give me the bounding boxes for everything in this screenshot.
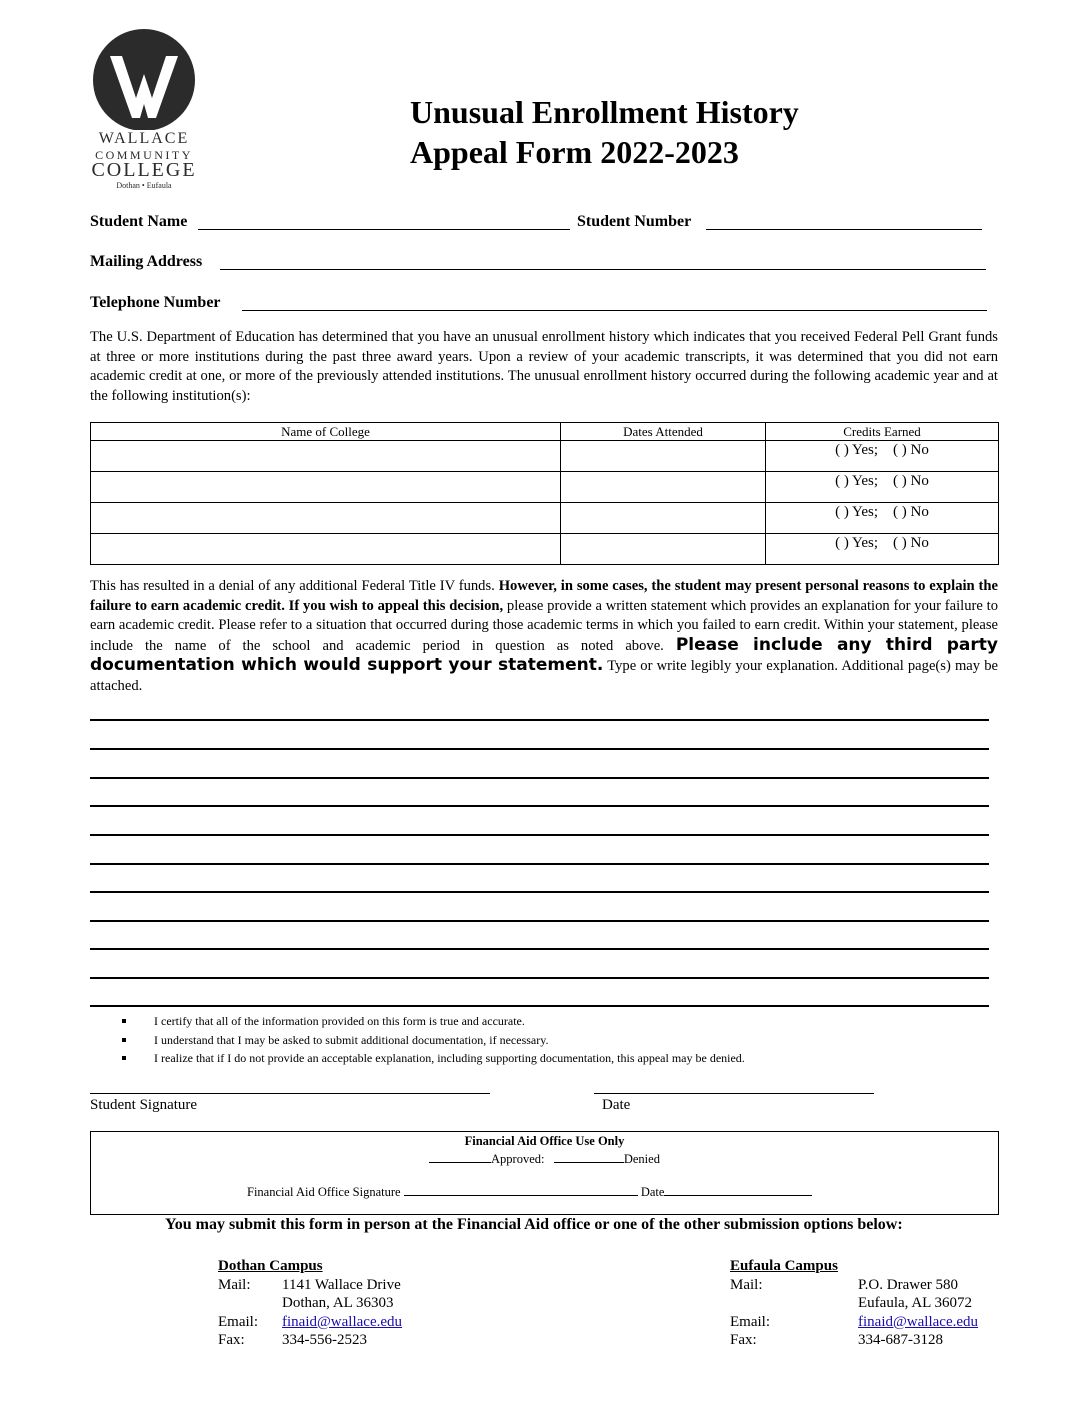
college-logo	[80, 26, 208, 190]
college-name-cell[interactable]	[91, 441, 561, 472]
explanation-line[interactable]	[90, 719, 989, 721]
student-name-field[interactable]	[198, 229, 570, 230]
certification-list	[120, 1012, 745, 1068]
eufaula-mail-line-2: Eufaula, AL 36072	[858, 1295, 973, 1311]
eufaula-email-link[interactable]: finaid@wallace.edu	[858, 1313, 979, 1330]
certification-item: I realize that if I do not provide an acceptable explanation, including supporting documentation, this appeal may be denied.	[120, 1049, 745, 1068]
college-name-cell[interactable]	[91, 472, 561, 503]
explanation-line[interactable]	[90, 948, 989, 950]
credits-earned-cell[interactable]	[766, 472, 999, 503]
table-row	[91, 534, 999, 565]
header-dates-attended: Dates Attended	[561, 423, 766, 441]
appeal-paragraph	[90, 577, 998, 696]
credits-earned-cell[interactable]	[766, 503, 999, 534]
dates-attended-cell[interactable]	[561, 534, 766, 565]
intro-paragraph: The U.S. Department of Education has determined that you have an unusual enrollment history which indicates that you received Federal Pell Grant funds at three or more institutions during the past three award years. Upon a review of your academic transcripts, it was determined that you did not earn academic credit at one, or more of the previously attended institutions. The unusual enrollment history occurred during the following academic year and at the following institution(s):	[90, 329, 998, 404]
no-option[interactable]: ( ) No	[893, 504, 929, 520]
dothan-heading: Dothan Campus	[218, 1258, 323, 1274]
denied-blank[interactable]	[554, 1150, 624, 1163]
signature-date-field[interactable]	[594, 1093, 874, 1094]
student-number-label: Student Number	[577, 213, 692, 230]
telephone-number-label: Telephone Number	[90, 294, 221, 311]
college-name-cell[interactable]	[91, 534, 561, 565]
title-line-1: Unusual Enrollment History	[410, 94, 799, 130]
explanation-line[interactable]	[90, 805, 989, 807]
appeal-text-2: However, in some cases, the student may present personal reasons to explain the failure to earn academic credit. If you wish to appeal this decision,	[90, 578, 998, 614]
dothan-email-link[interactable]: finaid@wallace.edu	[282, 1313, 403, 1330]
yes-option[interactable]: ( ) Yes;	[835, 442, 879, 458]
logo-line-2: COMMUNITY	[95, 148, 193, 162]
dothan-mail-line-2: Dothan, AL 36303	[282, 1295, 394, 1311]
explanation-line[interactable]	[90, 891, 989, 893]
mailing-address-field[interactable]	[220, 269, 986, 270]
dothan-mail-label: Mail:	[218, 1276, 251, 1293]
explanation-line[interactable]	[90, 977, 989, 979]
submit-note: You may submit this form in person at the Financial Aid office or one of the other submission options below:	[165, 1216, 903, 1233]
dothan-fax: 334-556-2523	[282, 1332, 367, 1348]
yes-option[interactable]: ( ) Yes;	[835, 504, 879, 520]
certification-item: I certify that all of the information provided on this form is true and accurate.	[120, 1012, 745, 1031]
approved-blank[interactable]	[429, 1150, 491, 1163]
eufaula-campus	[730, 1257, 1000, 1350]
header-credits-earned: Credits Earned	[766, 423, 999, 441]
dothan-fax-label: Fax:	[218, 1332, 245, 1348]
no-option[interactable]: ( ) No	[893, 535, 929, 551]
office-use-box	[90, 1131, 999, 1215]
telephone-number-field[interactable]	[242, 310, 987, 311]
approval-line	[91, 1150, 998, 1167]
signature-date-label: Date	[602, 1097, 631, 1113]
explanation-line[interactable]	[90, 863, 989, 865]
student-signature-label: Student Signature	[90, 1097, 198, 1113]
header-name-of-college: Name of College	[91, 423, 561, 441]
no-option[interactable]: ( ) No	[893, 442, 929, 458]
yes-option[interactable]: ( ) Yes;	[835, 535, 879, 551]
eufaula-fax-label: Fax:	[730, 1332, 757, 1348]
denied-label: Denied	[623, 1152, 660, 1166]
student-signature-field[interactable]	[90, 1093, 490, 1094]
no-option[interactable]: ( ) No	[893, 473, 929, 489]
logo-line-1: WALLACE	[98, 130, 190, 147]
credits-earned-cell[interactable]	[766, 534, 999, 565]
eufaula-heading: Eufaula Campus	[730, 1258, 838, 1274]
eufaula-fax: 334-687-3128	[858, 1332, 943, 1348]
explanation-line[interactable]	[90, 777, 989, 779]
student-name-label: Student Name	[90, 213, 188, 230]
eufaula-mail-label: Mail:	[730, 1276, 763, 1293]
office-date-field[interactable]	[664, 1183, 812, 1196]
explanation-line[interactable]	[90, 748, 989, 750]
appeal-text-4: Please include any third party documentation which would support your statement.	[90, 634, 998, 675]
w-logo-icon	[80, 26, 208, 130]
certification-item: I understand that I may be asked to submit additional documentation, if necessary.	[120, 1031, 745, 1050]
office-signature-line	[247, 1183, 812, 1200]
explanation-line[interactable]	[90, 834, 989, 836]
credits-earned-cell[interactable]	[766, 441, 999, 472]
dothan-campus	[218, 1257, 438, 1350]
dothan-email-label: Email:	[218, 1313, 258, 1330]
dates-attended-cell[interactable]	[561, 472, 766, 503]
dates-attended-cell[interactable]	[561, 441, 766, 472]
logo-line-3: COLLEGE	[91, 159, 197, 181]
table-row	[91, 503, 999, 534]
mailing-address-label: Mailing Address	[90, 253, 203, 270]
logo-line-4: Dothan • Eufaula	[116, 181, 172, 190]
student-number-field[interactable]	[706, 229, 982, 230]
eufaula-mail-line-1: P.O. Drawer 580	[858, 1276, 958, 1293]
dothan-mail-line-1: 1141 Wallace Drive	[282, 1276, 401, 1293]
page-title	[410, 92, 799, 172]
office-heading: Financial Aid Office Use Only	[464, 1134, 625, 1148]
appeal-text-5: Type or write legibly your explanation. Additional page(s) may be attached.	[90, 658, 998, 694]
approved-label: Approved:	[491, 1152, 545, 1166]
college-name-cell[interactable]	[91, 503, 561, 534]
table-row	[91, 472, 999, 503]
title-line-2: Appeal Form 2022-2023	[410, 134, 739, 170]
explanation-line[interactable]	[90, 1005, 989, 1007]
table-header-row	[91, 423, 999, 441]
office-signature-label: Financial Aid Office Signature	[247, 1185, 401, 1199]
dates-attended-cell[interactable]	[561, 503, 766, 534]
office-signature-field[interactable]	[404, 1183, 638, 1196]
table-row	[91, 441, 999, 472]
appeal-text-3: please provide a written statement which provides an explanation for your failure to earn academic credit. Please refer to a situation that occurred during those academic terms in which you failed to earn credit. Within your statement, please include the name of the school and academic period in question as noted above.	[90, 597, 999, 654]
explanation-line[interactable]	[90, 920, 989, 922]
appeal-text-1: This has resulted in a denial of any additional Federal Title IV funds.	[90, 578, 495, 594]
yes-option[interactable]: ( ) Yes;	[835, 473, 879, 489]
enrollment-table	[90, 422, 999, 565]
eufaula-email-label: Email:	[730, 1313, 770, 1330]
office-date-label: Date	[640, 1185, 665, 1199]
